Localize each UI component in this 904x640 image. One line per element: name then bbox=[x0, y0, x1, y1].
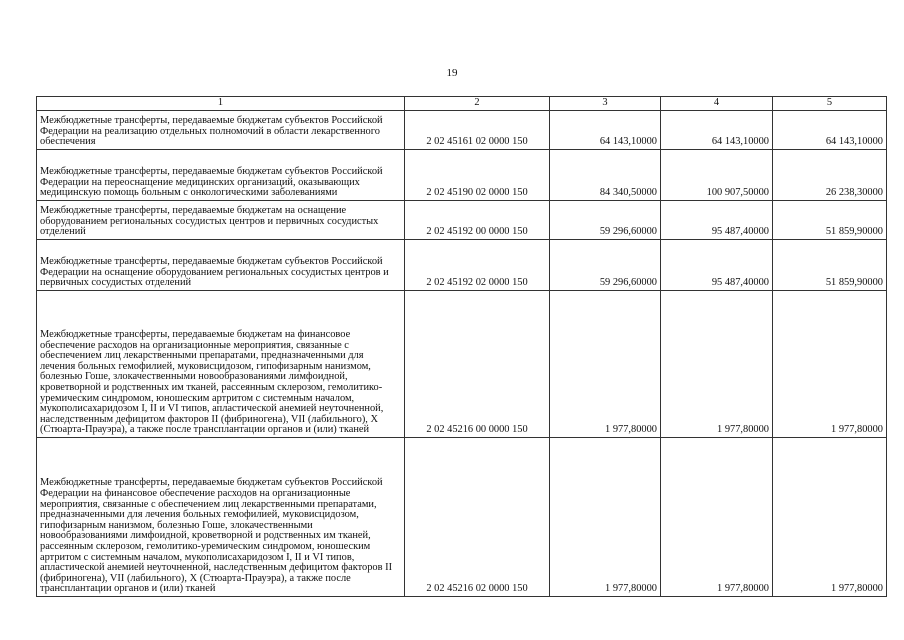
column-header-4: 4 bbox=[661, 97, 773, 111]
table-row bbox=[37, 111, 887, 150]
row-description: Межбюджетные трансферты, передаваемые бюджетам субъектов Российской Федерации на оснащение оборудованием региональных сосудистых центров и первичных сосудистых отделений bbox=[37, 240, 405, 291]
row-description: Межбюджетные трансферты, передаваемые бюджетам субъектов Российской Федерации на переоснащение медицинских организаций, оказывающих медицинскую помощь больным с онкологическими заболеваниями bbox=[37, 150, 405, 201]
row-value-col4: 1 977,80000 bbox=[661, 438, 773, 597]
column-header-2: 2 bbox=[405, 97, 550, 111]
table-row bbox=[37, 438, 887, 597]
row-value-col3: 64 143,10000 bbox=[550, 111, 661, 150]
row-value-col3: 84 340,50000 bbox=[550, 150, 661, 201]
row-value-col5: 1 977,80000 bbox=[773, 438, 887, 597]
row-budget-code: 2 02 45192 02 0000 150 bbox=[405, 240, 550, 291]
table-row bbox=[37, 240, 887, 291]
row-value-col3: 1 977,80000 bbox=[550, 438, 661, 597]
row-description: Межбюджетные трансферты, передаваемые бюджетам субъектов Российской Федерации на финансовое обеспечение расходов на организационные мероприятия, связанные с обеспечением лиц лекарственными препаратами, предназначенными для лечения больных гемофилией, муковисцидозом, гипофизарным нанизмом, болезнью Гоше, злокачественными новообразованиями лимфоидной, кроветворной и родственных им тканей, рассеянным склерозом, гемолитико-уремическим синдромом, юношеским артритом с системным началом, мукополисахаридозом I, II и VI типов, апластической анемией неуточненной, наследственным дефицитом факторов II (фибриногена), VII (лабильного), X (Стюарта-Прауэра), а также после трансплантации органов и (или) тканей bbox=[37, 438, 405, 597]
row-description: Межбюджетные трансферты, передаваемые бюджетам субъектов Российской Федерации на реализацию отдельных полномочий в области лекарственного обеспечения bbox=[37, 111, 405, 150]
row-value-col4: 1 977,80000 bbox=[661, 291, 773, 438]
row-value-col3: 59 296,60000 bbox=[550, 201, 661, 240]
row-description: Межбюджетные трансферты, передаваемые бюджетам на оснащение оборудованием региональных сосудистых центров и первичных сосудистых отделений bbox=[37, 201, 405, 240]
row-budget-code: 2 02 45216 02 0000 150 bbox=[405, 438, 550, 597]
row-budget-code: 2 02 45161 02 0000 150 bbox=[405, 111, 550, 150]
column-header-5: 5 bbox=[773, 97, 887, 111]
table-row bbox=[37, 201, 887, 240]
row-budget-code: 2 02 45190 02 0000 150 bbox=[405, 150, 550, 201]
row-value-col4: 64 143,10000 bbox=[661, 111, 773, 150]
row-value-col5: 64 143,10000 bbox=[773, 111, 887, 150]
table-row bbox=[37, 150, 887, 201]
row-value-col5: 26 238,30000 bbox=[773, 150, 887, 201]
row-value-col4: 100 907,50000 bbox=[661, 150, 773, 201]
row-description: Межбюджетные трансферты, передаваемые бюджетам на финансовое обеспечение расходов на организационные мероприятия, связанные с обеспечением лиц лекарственными препаратами, предназначенными для лечения больных гемофилией, муковисцидозом, гипофизарным нанизмом, болезнью Гоше, злокачественными новообразованиями лимфоидной, кроветворной и родственных им тканей, рассеянным склерозом, гемолитико-уремическим синдромом, юношеским артритом с системным началом, мукополисахаридозом I, II и VI типов, апластической анемией неуточненной, наследственным дефицитом факторов II (фибриногена), VII (лабильного), X (Стюарта-Прауэра), а также после трансплантации органов и (или) тканей bbox=[37, 291, 405, 438]
table-header-row bbox=[37, 97, 887, 111]
row-budget-code: 2 02 45216 00 0000 150 bbox=[405, 291, 550, 438]
column-header-1: 1 bbox=[37, 97, 405, 111]
row-value-col4: 95 487,40000 bbox=[661, 201, 773, 240]
row-value-col3: 59 296,60000 bbox=[550, 240, 661, 291]
row-value-col5: 1 977,80000 bbox=[773, 291, 887, 438]
row-value-col5: 51 859,90000 bbox=[773, 240, 887, 291]
row-budget-code: 2 02 45192 00 0000 150 bbox=[405, 201, 550, 240]
column-header-3: 3 bbox=[550, 97, 661, 111]
table-row bbox=[37, 291, 887, 438]
row-value-col5: 51 859,90000 bbox=[773, 201, 887, 240]
row-value-col4: 95 487,40000 bbox=[661, 240, 773, 291]
budget-transfers-table bbox=[36, 96, 887, 597]
row-value-col3: 1 977,80000 bbox=[550, 291, 661, 438]
page-number: 19 bbox=[446, 67, 458, 79]
